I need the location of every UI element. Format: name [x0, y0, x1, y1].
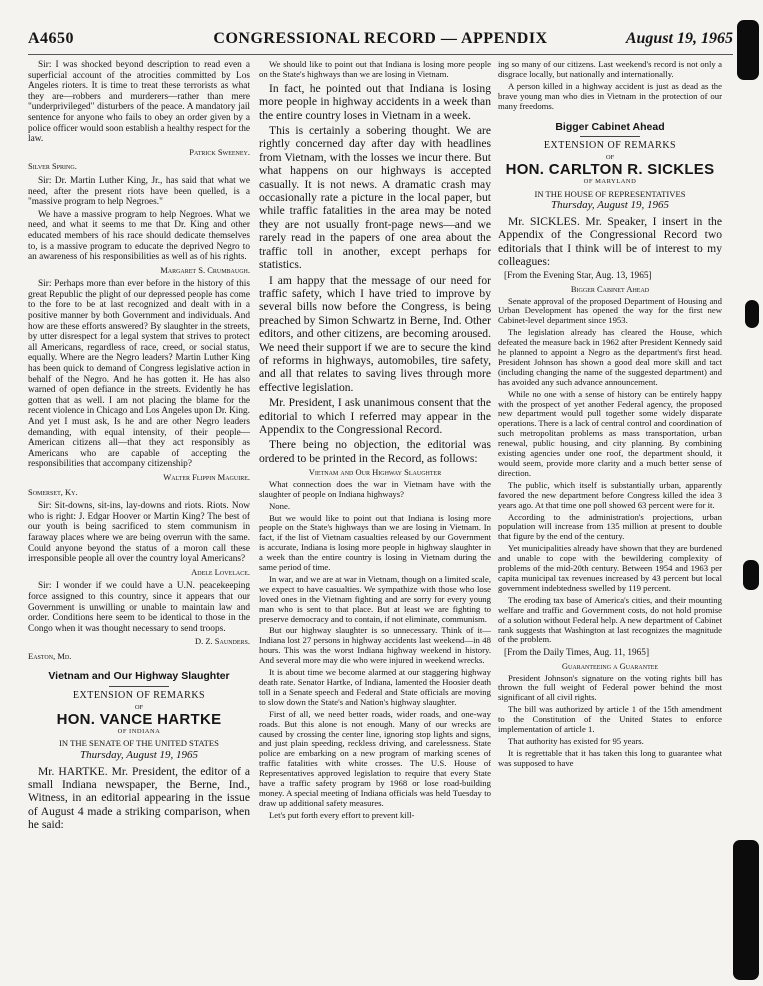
section-heading: Bigger Cabinet Ahead: [555, 120, 665, 133]
speech-paragraph: There being no objection, the editorial was ordered to be printed in the Record, as follows:: [259, 438, 491, 465]
remarks-date: Thursday, August 19, 1965: [79, 749, 199, 762]
editorial-paragraph: It is about time we become alarmed at our staggering highway death rate. Senator Hartke, of Indiana, lamented the Hoosier death toll in a Senate speech and Federal and State officials are moving to slow down the State's and Nation's highway slaughter.: [259, 667, 491, 707]
speech-paragraph: I am happy that the message of our need for traffic safety, which I have tried to improve by several bills now before the Congress, is being preached by Simon Schwartz in Berne, Ind. Other editors, and other citizens, are becoming aroused. We need their support if we are to secure the kind of reforms in highways, automobiles, tire safety, and all that relates to saving lives through more effective legislation.: [259, 273, 491, 394]
letter-paragraph: Sir: Sit-downs, sit-ins, lay-downs and riots. Riots. Now who is right: J. Edgar Hoover or Martin King? The best of our youth is being sacrificed to stem communism in faraway places where we are being overrun with the same. Could anyone beyond the status of a moron call these irresponsible people all over the country loyal Americans?: [28, 501, 250, 565]
speech-paragraph: This is certainly a sobering thought. We are rightly concerned day after day with headlines from Vietnam, with the losses we incur there. But what happens on our highways is accepted casually. It is not news. A dramatic crash may occasionally rate a picture in the local paper, but while traffic fatalities in the area may be noted they are not usually front-page news—and we rarely read in the papers of one area about the traffic toll in another, except perhaps for statistics.: [259, 124, 491, 272]
section-heading: Vietnam and Our Highway Slaughter: [48, 670, 230, 683]
speech-paragraph: Mr. President, I ask unanimous consent that the editorial to which I referred may appear in the Appendix to the Congressional Record.: [259, 396, 491, 436]
letter-signature: Walter Flippin Maguire.: [163, 471, 250, 482]
editorial-paragraph: What connection does the war in Vietnam have with the slaughter of people on Indiana highways?: [259, 478, 491, 499]
source-citation: [From the Daily Times, Aug. 11, 1965]: [504, 648, 650, 659]
editorial-paragraph: According to the administration's projections, urban population will increase from 135 million at present to double that figure by the end of the century.: [498, 511, 722, 542]
letter-place: Somerset, Ky.: [28, 486, 78, 497]
letter-paragraph: Sir: Dr. Martin Luther King, Jr., has said that what we need, after the present riots have been quelled, is a "massive program to help Negroes.": [28, 175, 250, 208]
editorial-paragraph: That authority has existed for 95 years.: [508, 735, 644, 746]
divider: [580, 136, 640, 137]
letter-signature: Margaret S. Crumbaugh.: [160, 264, 250, 275]
editorial-paragraph: While no one with a sense of history can be entirely happy with the prospect of yet another Federal agency, the proposed new department would pull together some widely disparate operations. There is a lack of central control and coordination of such metropolitan problems as mass transportation, urban renewal, public housing, and city planning. By combining existing agencies under one roof, the department should, it would seem, provide more clarity and a much better sense of direction.: [498, 388, 722, 478]
editorial-paragraph: The public, which itself is substantially urban, apparently favored the new department before Congress killed the idea 3 years ago. At that time one poll showed 63 percent were for it.: [498, 479, 722, 510]
editorial-paragraph: Yet municipalities already have shown that they are burdened and unable to cope with the bewildering complexity of problems of the mid-20th century. Between 1954 and 1963 per capita municipal tax revenues increased by 43 percent but local government indebtedness swelled by 119 percent.: [498, 543, 722, 593]
of-label: OF: [134, 703, 144, 711]
scan-smudge: [745, 300, 759, 328]
member-state: OF INDIANA: [117, 727, 161, 735]
editorial-paragraph: Senate approval of the proposed Department of Housing and Urban Development has opened the way for the first new Cabinet-level department since 1953.: [498, 295, 722, 326]
page-header: [28, 30, 733, 52]
letter-place: Silver Spring.: [28, 161, 77, 172]
scan-smudge: [737, 20, 759, 80]
speech-paragraph: In fact, he pointed out that Indiana is losing more people in highway accidents in a week than the entire country loses in Vietnam in a week.: [259, 81, 491, 122]
editorial-paragraph: But we would like to point out that Indiana is losing more people on the State's highways than we are losing in Vietnam. In fact, if the list of Vietnam casualties released by our Government is accurate, Indiana is losing more people in highway slaughter in a week than the entire country is losing in Vietnam during the same period of time.: [259, 512, 491, 573]
scan-smudge: [743, 560, 759, 590]
publication-title: CONGRESSIONAL RECORD — APPENDIX: [213, 30, 548, 47]
editorial-paragraph: In war, and we are at war in Vietnam, though on a limited scale, we expect to have casualties. We sympathize with those who lose loved ones in the Vietnam fighting and are sorry for every young man who is sent to that place. But at least we are fighting to preserve democracy and to contain, if not eliminate, communism.: [259, 573, 491, 624]
editorial-paragraph: President Johnson's signature on the voting rights bill has thrown the full weight of Federal power behind the most significant of all civil rights.: [498, 672, 722, 703]
extension-label: EXTENSION OF REMARKS: [72, 690, 206, 702]
scan-smudge: [733, 840, 759, 980]
editorial-paragraph: The bill was authorized by article 1 of the 15th amendment to the Constitution of the United States to enforce implementation of article 1.: [498, 704, 722, 735]
editorial-paragraph: It is regrettable that it has taken this long to guarantee what was supposed to have: [498, 747, 722, 768]
of-label: OF: [605, 153, 615, 161]
letter-paragraph: Sir: Perhaps more than ever before in the history of this great Republic the plight of our depressed people has come to the fore to be at last recognized and dealt with in a positive manner by both Government and individuals. And how are these efforts answered? By slaughter in the streets, by utter disrespect for a legal system that strives to protect all Americans, regardless of race, creed, or social status, equally. Where are the Negro leaders? Martin Luther King has been quick to demand of Congress legislative action in behalf of the Negro. And he has gotten it. He has also warned of open defiance in the streets. Evidently he has gotten that as well. I am not placing the blame for the recent violence in Chicago and Los Angeles upon Dr. King. And yet I must ask, Is he and are other Negro leaders demanding, with equal intensity, of their people—American citizens all—that they act responsibly as Americans who are capable of accepting the responsibilities that accompany citizenship?: [28, 279, 250, 470]
remarks-opening: Mr. SICKLES. Mr. Speaker, I insert in the Appendix of the Congressional Record two editorials that I think will be of interest to my colleagues:: [498, 214, 722, 268]
editorial-paragraph: A person killed in a highway accident is just as dead as the brave young man who dies in Vietnam in the protection of our many freedoms.: [498, 80, 722, 111]
header-rule: [28, 54, 733, 55]
remarks-opening: Mr. HARTKE. Mr. President, the editor of a small Indiana newspaper, the Berne, Ind., Witness, in an editorial appearing in the issue of August 4 made a striking comparison, when he said:: [28, 764, 250, 832]
column-1: [28, 60, 250, 978]
editorial-paragraph: First of all, we need better roads, wider roads, and one-way roads. But this alone is not enough. Many of our wrecks are caused by crossing the center line, ignoring stop lights and signs, and just plain speeding, reckless driving, and carelessness. State police are embarking on a new program of marking scenes of traffic fatalities with white crosses. The U.S. House of Representatives approved legislation to require that every State have a traffic safety program by 1968 or lose road-building money. A special meeting of Indiana officials was held Tuesday to draw up additional safety measures.: [259, 708, 491, 808]
letter-paragraph: We have a massive program to help Negroes. What we need, and what it seems to me that Dr. King and other educated members of his race should dedicate themselves to, is a massive program to educate the deprived Negro to an awareness of his responsibilities as well as of his rights.: [28, 209, 250, 263]
letter-place: Easton, Md.: [28, 650, 72, 661]
letter-paragraph: Sir: I wonder if we could have a U.N. peacekeeping force assigned to this country, since it appears that our Government is unwilling or unable to maintain law and order. Conditions here seem to be identical to those in the Congo when it was thought necessary to send troops.: [28, 581, 250, 634]
editorial-paragraph: None.: [269, 500, 290, 511]
chamber-label: IN THE SENATE OF THE UNITED STATES: [59, 738, 219, 749]
member-name: HON. VANCE HARTKE: [56, 711, 222, 729]
page-number: A4650: [28, 30, 75, 47]
extension-label: EXTENSION OF REMARKS: [543, 140, 677, 152]
letter-signature: Adele Lovelace.: [191, 566, 250, 577]
column-2: [259, 60, 491, 978]
member-name: HON. CARLTON R. SICKLES: [505, 161, 715, 179]
letter-paragraph: Sir: I was shocked beyond description to read even a superficial account of the atrocities committed by Los Angeles rioters. It is time to treat these terrorists as what they are—robbers and murderers—rather than mere "underprivileged" disturbers of the peace. A mandatory jail sentence for anyone who fails to obey an order given by a police officer would soon establish a healthy respect for the law.: [28, 60, 250, 145]
editorial-paragraph: Let's put forth every effort to prevent kill-: [269, 809, 415, 820]
member-state: OF MARYLAND: [583, 177, 637, 185]
editorial-title: Vietnam and Our Highway Slaughter: [308, 467, 442, 478]
editorial-paragraph: The legislation already has cleared the House, which defeated the measure back in 1962 after President Kennedy said he planned to appoint a Negro as the department's first head. President Johnson has shown a good deal more skill and tact (including changing the name of the suggested department) and has avoided any such advance announcement.: [498, 327, 722, 387]
issue-date: August 19, 1965: [625, 30, 733, 47]
letter-signature: Patrick Sweeney.: [189, 146, 250, 157]
editorial-title: Bigger Cabinet Ahead: [570, 283, 650, 294]
column-3: [498, 60, 722, 978]
editorial-continuation: ing so many of our citizens. Last weekend's record is not only a disgrace locally, but nationally and internationally.: [498, 60, 722, 79]
quote-paragraph: We should like to point out that Indiana is losing more people on the State's highways than we are losing in Vietnam.: [259, 60, 491, 79]
editorial-paragraph: The eroding tax base of America's cities, and their mounting welfare and traffic and Government costs, do not hold promise of a solution without Federal help. A new department of Cabinet rank suggests that Washington at last recognizes the magnitude of the problem.: [498, 594, 722, 645]
chamber-label: IN THE HOUSE OF REPRESENTATIVES: [534, 188, 686, 199]
editorial-paragraph: But our highway slaughter is so unnecessary. Think of it—Indiana lost 27 persons in highway accidents last weekend—in 48 hours. This was the worst Indiana highway weekend in history. And several more may die who were injured in weekend wrecks.: [259, 625, 491, 666]
divider: [109, 686, 169, 687]
source-citation: [From the Evening Star, Aug. 13, 1965]: [504, 271, 652, 282]
letter-signature: D. Z. Saunders.: [194, 636, 250, 647]
editorial-title: Guaranteeing a Guarantee: [561, 660, 659, 671]
remarks-date: Thursday, August 19, 1965: [550, 199, 670, 212]
